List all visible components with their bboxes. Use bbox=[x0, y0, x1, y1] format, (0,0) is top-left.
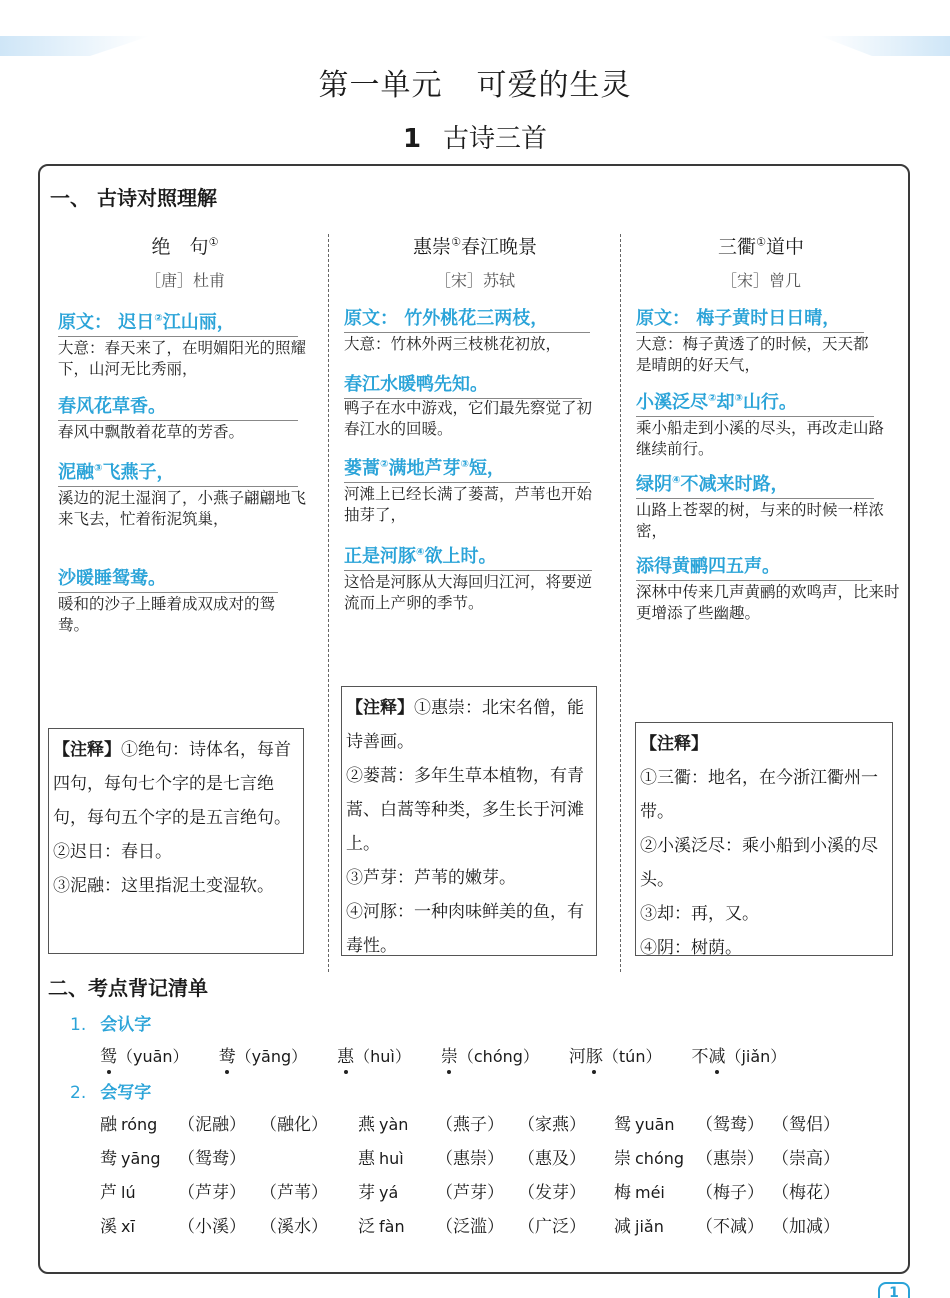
recognize-item: 惠（huì） bbox=[337, 1047, 411, 1067]
write-heading: 2. 会写字 bbox=[70, 1083, 152, 1103]
lesson-name: 古诗三首 bbox=[443, 124, 548, 154]
verse-meaning: 河滩上已经长满了蒌蒿，芦苇也开始抽芽了， bbox=[344, 485, 593, 524]
write-word: （不减） bbox=[696, 1217, 764, 1237]
write-char: 惠 huì bbox=[358, 1149, 404, 1169]
header-decoration-left bbox=[0, 36, 150, 56]
recognize-item: 崇（chóng） bbox=[440, 1047, 539, 1067]
write-word: （芦芽） bbox=[178, 1183, 246, 1203]
verse-line: 原文： 迟日②江山丽， bbox=[58, 308, 298, 337]
verse-meaning: 大意：竹林外两三枝桃花初放， bbox=[344, 335, 562, 353]
write-char: 泛 fàn bbox=[358, 1217, 405, 1237]
notes-box bbox=[48, 728, 304, 954]
verse-line: 小溪泛尽②却③山行。 bbox=[636, 388, 874, 417]
write-word: （家燕） bbox=[518, 1115, 586, 1135]
write-word: （发芽） bbox=[518, 1183, 586, 1203]
write-word: （溪水） bbox=[260, 1217, 328, 1237]
verse-meaning: 春风中飘散着花草的芳香。 bbox=[58, 423, 245, 441]
write-word: （崇高） bbox=[772, 1149, 840, 1169]
recognize-item: 不减（jiǎn） bbox=[691, 1047, 787, 1067]
note-item: ②蒌蒿：多年生草本植物，有青蒿、白蒿等种类，多生长于河滩上。 bbox=[346, 766, 584, 854]
unit-theme: 可爱的生灵 bbox=[476, 68, 632, 103]
verse-meaning: 大意：春天来了，在明媚阳光的照耀下，山河无比秀丽， bbox=[58, 339, 307, 378]
write-word: （泛滥） bbox=[436, 1217, 504, 1237]
verse-meaning: 山路上苍翠的树，与来的时候一样浓密， bbox=[636, 501, 885, 540]
section1-heading: 一、 古诗对照理解 bbox=[50, 186, 217, 210]
verse-line: 春江水暖鸭先知。 bbox=[344, 370, 582, 399]
write-word: （惠崇） bbox=[696, 1149, 764, 1169]
write-word: （融化） bbox=[260, 1115, 328, 1135]
verse-meaning: 暖和的沙子上睡着成双成对的鸳鸯。 bbox=[58, 595, 276, 634]
write-char: 鸯 yāng bbox=[100, 1149, 161, 1169]
poem-author: ［唐］杜甫 bbox=[144, 271, 225, 290]
notes-label: 【注释】 bbox=[53, 740, 121, 760]
unit-label: 第一单元 bbox=[318, 68, 443, 103]
column-divider bbox=[328, 234, 329, 972]
lesson-title bbox=[0, 118, 950, 155]
write-grid bbox=[100, 1110, 880, 1246]
write-word: （加减） bbox=[772, 1217, 840, 1237]
note-item: ②小溪泛尽：乘小船到小溪的尽头。 bbox=[640, 836, 878, 890]
verse-line: 原文： 梅子黄时日日晴， bbox=[636, 304, 864, 333]
write-word: （泥融） bbox=[178, 1115, 246, 1135]
write-char: 崇 chóng bbox=[614, 1149, 685, 1169]
write-word: （芦苇） bbox=[260, 1183, 328, 1203]
verse-meaning: 乘小船走到小溪的尽头，再改走山路继续前行。 bbox=[636, 419, 885, 458]
page-number: 1 bbox=[878, 1282, 910, 1298]
lesson-number: 1 bbox=[402, 124, 422, 154]
notes-box bbox=[341, 686, 597, 956]
write-char: 溪 xī bbox=[100, 1217, 135, 1237]
note-item: ③泥融：这里指泥土变湿软。 bbox=[53, 876, 274, 896]
notes-label: 【注释】 bbox=[640, 734, 708, 754]
verse-line: 绿阴④不减来时路， bbox=[636, 470, 874, 499]
poem-author: ［宋］苏轼 bbox=[434, 271, 515, 290]
verse-line: 蒌蒿②满地芦芽③短， bbox=[344, 454, 590, 483]
notes-label: 【注释】 bbox=[346, 698, 414, 718]
write-word: （惠崇） bbox=[436, 1149, 504, 1169]
verse-meaning: 深林中传来几声黄鹂的欢鸣声，比来时更增添了些幽趣。 bbox=[636, 583, 900, 622]
unit-title bbox=[0, 60, 950, 104]
note-item: ③芦芽：芦苇的嫩芽。 bbox=[346, 868, 516, 888]
section2-heading: 二、考点背记清单 bbox=[48, 976, 208, 1000]
write-word: （鸳侣） bbox=[772, 1115, 840, 1135]
poem-title: 惠崇①春江晚景 bbox=[413, 235, 537, 258]
write-word: （广泛） bbox=[518, 1217, 586, 1237]
write-char: 梅 méi bbox=[614, 1183, 665, 1203]
write-word: （小溪） bbox=[178, 1217, 246, 1237]
verse-meaning: 这恰是河豚从大海回归江河，将要逆流而上产卵的季节。 bbox=[344, 573, 593, 612]
note-item: ①三衢：地名，在今浙江衢州一带。 bbox=[640, 768, 878, 822]
verse-meaning: 大意：梅子黄透了的时候，天天都是晴朗的好天气， bbox=[636, 335, 869, 374]
verse-line: 正是河豚④欲上时。 bbox=[344, 542, 592, 571]
column-divider bbox=[620, 234, 621, 972]
note-item: ①惠崇：北宋名僧，能诗善画。 bbox=[346, 698, 584, 752]
recognize-heading: 1. 会认字 bbox=[70, 1015, 152, 1035]
verse-line: 原文： 竹外桃花三两枝， bbox=[344, 304, 590, 333]
write-word: （鸳鸯） bbox=[696, 1115, 764, 1135]
verse-line: 春风花草香。 bbox=[58, 392, 298, 421]
note-item: ④河豚：一种肉味鲜美的鱼，有毒性。 bbox=[346, 902, 584, 956]
note-item: ①绝句：诗体名，每首四句，每句七个字的是七言绝句，每句五个字的是五言绝句。 bbox=[53, 740, 291, 828]
verse-line: 沙暖睡鸳鸯。 bbox=[58, 564, 278, 593]
write-row bbox=[100, 1178, 880, 1212]
note-item: ④阴：树荫。 bbox=[640, 938, 742, 958]
recognize-item: 鸳（yuān） bbox=[100, 1047, 189, 1067]
write-row bbox=[100, 1212, 880, 1246]
verse-line: 泥融③飞燕子， bbox=[58, 458, 298, 487]
write-word: （芦芽） bbox=[436, 1183, 504, 1203]
recognize-list bbox=[100, 1042, 816, 1067]
header-decoration-right bbox=[820, 36, 950, 56]
write-char: 鸳 yuān bbox=[614, 1115, 675, 1135]
poem-title: 绝 句① bbox=[151, 235, 219, 258]
note-item: ②迟日：春日。 bbox=[53, 842, 172, 862]
recognize-item: 河豚（tún） bbox=[568, 1047, 662, 1067]
verse-meaning: 鸭子在水中游戏，它们最先察觉了初春江水的回暖。 bbox=[344, 399, 593, 438]
write-char: 芽 yá bbox=[358, 1183, 399, 1203]
write-char: 减 jiǎn bbox=[614, 1217, 664, 1237]
write-row bbox=[100, 1144, 880, 1178]
write-word: （燕子） bbox=[436, 1115, 504, 1135]
note-item: ③却：再，又。 bbox=[640, 904, 759, 924]
poem-title: 三衢①道中 bbox=[718, 235, 804, 258]
write-char: 融 róng bbox=[100, 1115, 158, 1135]
verse-line: 添得黄鹂四五声。 bbox=[636, 552, 872, 581]
write-word: （惠及） bbox=[518, 1149, 586, 1169]
recognize-item: 鸯（yāng） bbox=[218, 1047, 308, 1067]
write-row bbox=[100, 1110, 880, 1144]
notes-box bbox=[635, 722, 893, 956]
write-word: （鸳鸯） bbox=[178, 1149, 246, 1169]
poem-author: ［宋］曾几 bbox=[720, 271, 801, 290]
write-char: 芦 lú bbox=[100, 1183, 136, 1203]
verse-meaning: 溪边的泥土湿润了，小燕子翩翩地飞来飞去，忙着衔泥筑巢， bbox=[58, 489, 307, 528]
write-word: （梅花） bbox=[772, 1183, 840, 1203]
write-word: （梅子） bbox=[696, 1183, 764, 1203]
write-char: 燕 yàn bbox=[358, 1115, 409, 1135]
